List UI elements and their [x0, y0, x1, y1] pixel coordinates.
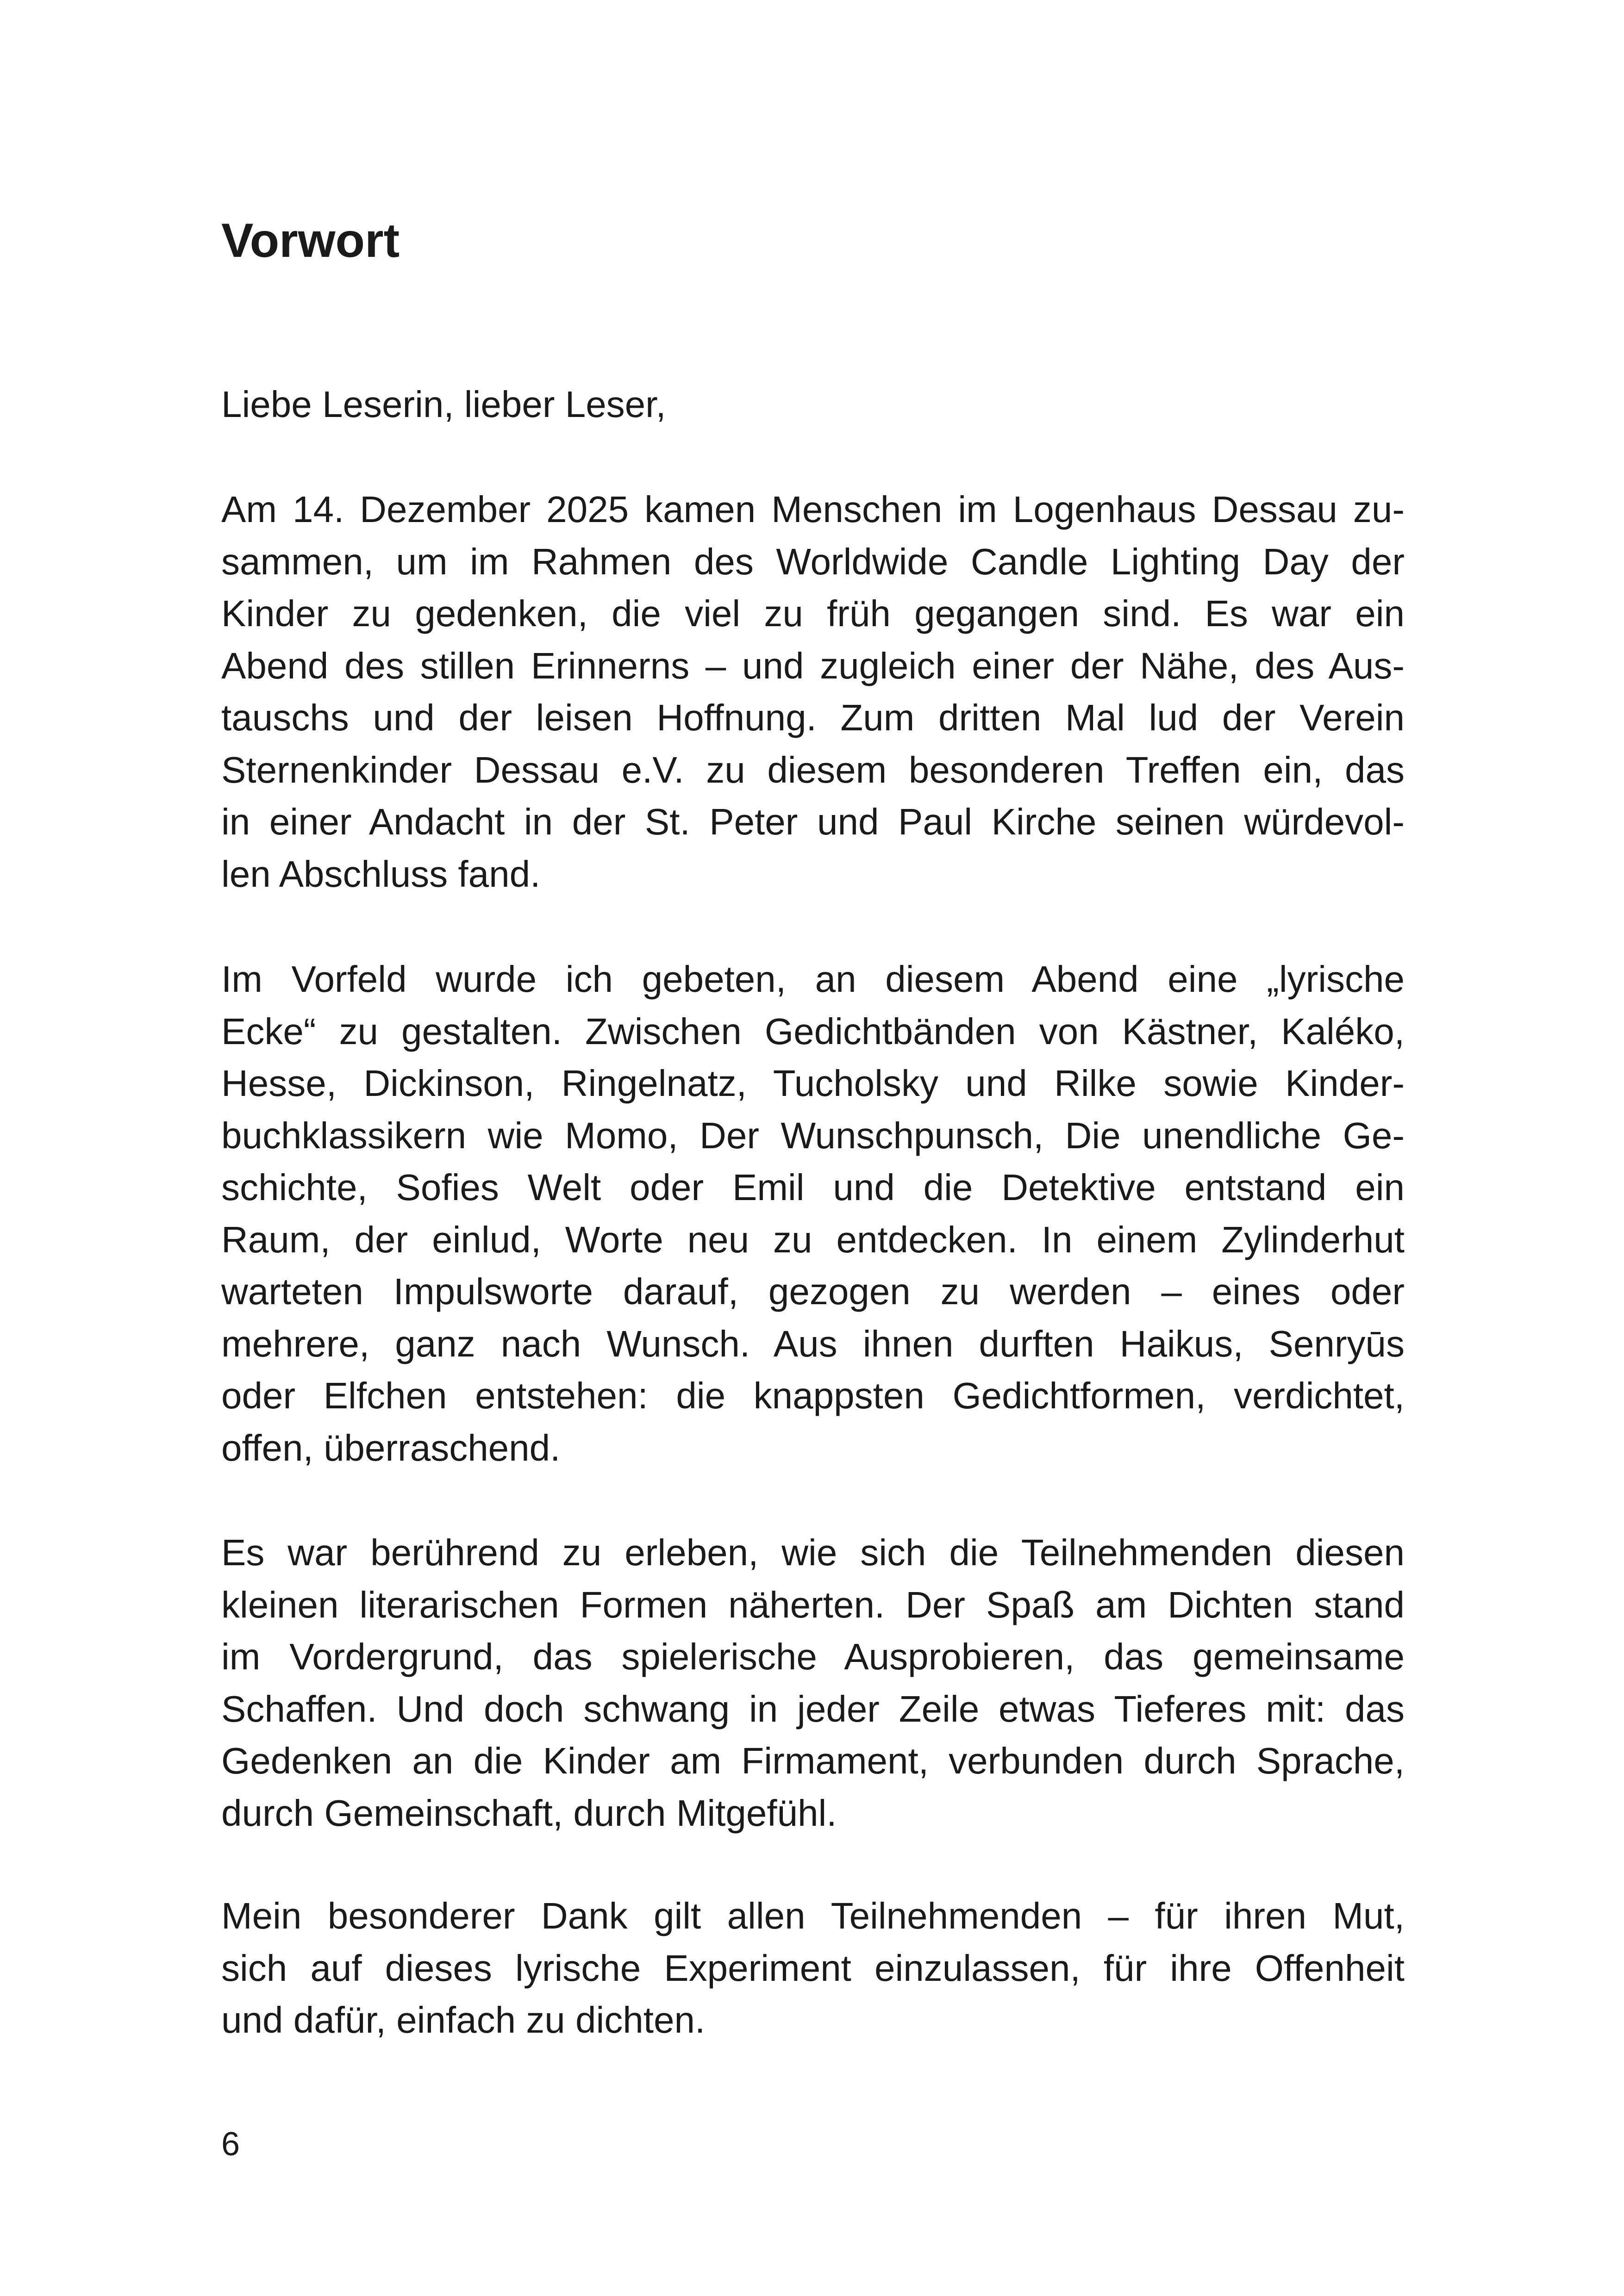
- text-line: buchklassikern wie Momo, Der Wunschpunsch, Die unendliche Ge-: [221, 1114, 1405, 1156]
- text-line: Kinder zu gedenken, die viel zu früh gegangen sind. Es war ein: [221, 593, 1405, 634]
- text-line: Raum, der einlud, Worte neu zu entdecken. In einem Zylinderhut: [221, 1219, 1405, 1260]
- paragraph-4: [221, 1890, 1405, 2047]
- text-line: in einer Andacht in der St. Peter und Paul Kirche seinen würdevol-: [221, 801, 1405, 842]
- text-line: Hesse, Dickinson, Ringelnatz, Tucholsky und Rilke sowie Kinder-: [221, 1063, 1405, 1104]
- text-line: Gedenken an die Kinder am Firmament, verbunden durch Sprache,: [221, 1740, 1405, 1781]
- text-line: und dafür, einfach zu dichten.: [221, 1999, 706, 2041]
- text-line: Ecke“ zu gestalten. Zwischen Gedichtbänden von Kästner, Kaléko,: [221, 1010, 1405, 1052]
- text-line: im Vordergrund, das spielerische Ausprobieren, das gemeinsame: [221, 1636, 1405, 1677]
- text-line: Sternenkinder Dessau e.V. zu diesem besonderen Treffen ein, das: [221, 749, 1405, 790]
- salutation: Liebe Leserin, lieber Leser,: [221, 384, 666, 425]
- text-line: durch Gemeinschaft, durch Mitgefühl.: [221, 1792, 837, 1834]
- paragraph-2: [221, 953, 1405, 1474]
- text-line: Schaffen. Und doch schwang in jeder Zeile etwas Tieferes mit: das: [221, 1688, 1405, 1730]
- text-line: Im Vorfeld wurde ich gebeten, an diesem Abend eine „lyrische: [221, 958, 1405, 1000]
- text-line: Es war berührend zu erleben, wie sich die Teilnehmenden diesen: [221, 1532, 1405, 1573]
- page-title: Vorwort: [221, 214, 400, 268]
- text-line: schichte, Sofies Welt oder Emil und die Detektive entstand ein: [221, 1167, 1405, 1208]
- text-line: warteten Impulsworte darauf, gezogen zu werden – eines oder: [221, 1271, 1405, 1312]
- text-line: sammen, um im Rahmen des Worldwide Candle Lighting Day der: [221, 541, 1405, 582]
- text-line: sich auf dieses lyrische Experiment einzulassen, für ihre Offenheit: [221, 1947, 1405, 1989]
- text-line: Abend des stillen Erinnerns – und zugleich einer der Nähe, des Aus-: [221, 645, 1405, 686]
- paragraph-1: [221, 484, 1405, 900]
- text-line: Am 14. Dezember 2025 kamen Menschen im Logenhaus Dessau zu-: [221, 489, 1405, 530]
- text-line: mehrere, ganz nach Wunsch. Aus ihnen durften Haikus, Senryūs: [221, 1323, 1405, 1364]
- text-line: oder Elfchen entstehen: die knappsten Gedichtformen, verdichtet,: [221, 1375, 1405, 1416]
- text-line: kleinen literarischen Formen näherten. Der Spaß am Dichten stand: [221, 1584, 1405, 1625]
- page-number: 6: [221, 2126, 240, 2163]
- paragraph-3: [221, 1527, 1405, 1839]
- text-line: offen, überraschend.: [221, 1427, 561, 1468]
- text-line: tauschs und der leisen Hoffnung. Zum dritten Mal lud der Verein: [221, 697, 1405, 738]
- text-line: len Abschluss fand.: [221, 853, 541, 895]
- text-line: Mein besonderer Dank gilt allen Teilnehmenden – für ihren Mut,: [221, 1895, 1405, 1936]
